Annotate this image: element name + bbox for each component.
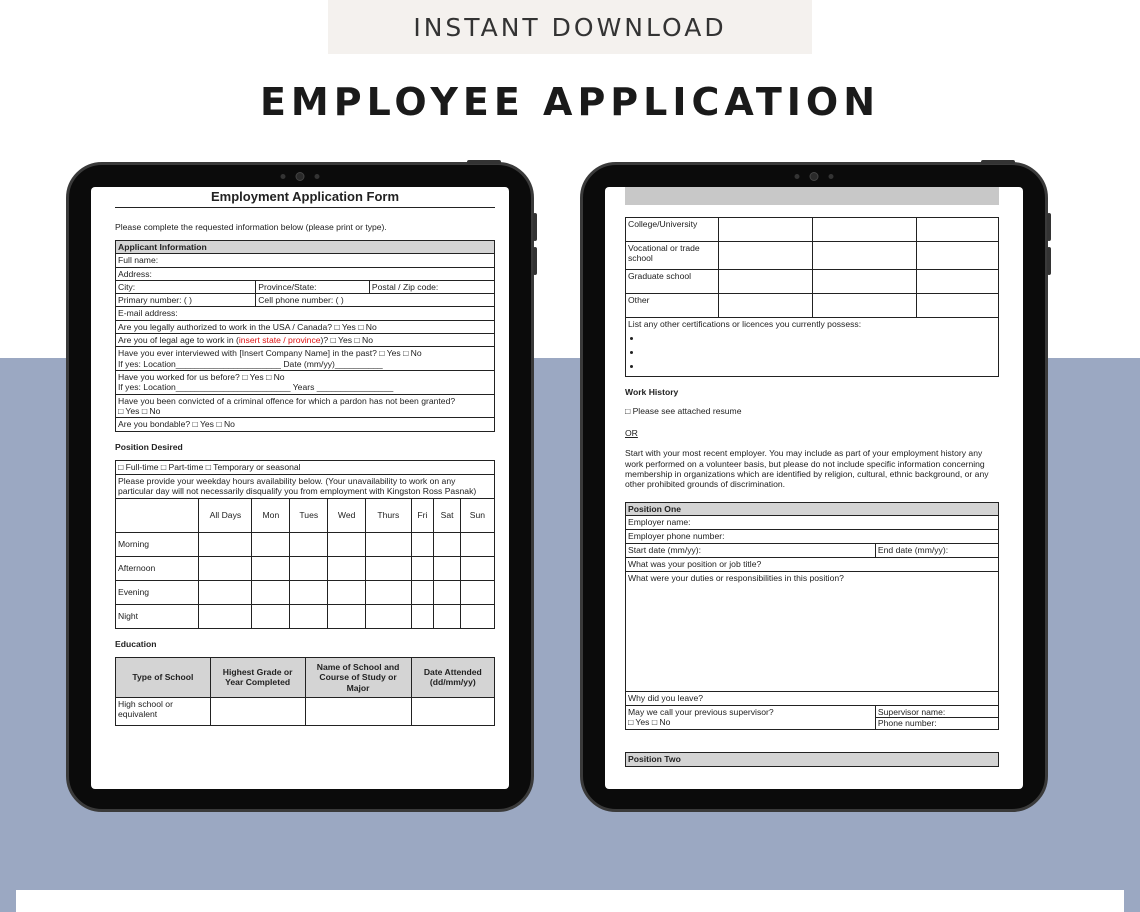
certifications-list xyxy=(642,333,996,375)
availability-col-header: Fri xyxy=(411,498,434,532)
availability-col-header xyxy=(116,498,199,532)
volume-down-button xyxy=(1047,247,1051,275)
employer-name-field[interactable]: Employer name: xyxy=(626,515,999,529)
availability-row: Morning xyxy=(116,532,495,556)
primary-phone-field[interactable]: Primary number: ( ) xyxy=(116,294,256,307)
availability-col-header: Sun xyxy=(460,498,494,532)
education-col-header: Highest Grade or Year Completed xyxy=(210,657,305,697)
form-title: Employment Application Form xyxy=(115,189,495,208)
list-item xyxy=(642,333,996,347)
availability-row: Night xyxy=(116,604,495,628)
postal-field[interactable]: Postal / Zip code: xyxy=(369,280,494,293)
why-leave-field[interactable]: Why did you leave? xyxy=(626,691,999,705)
availability-col-header: Wed xyxy=(328,498,366,532)
call-supervisor-question[interactable]: May we call your previous supervisor? □ Yes □ No xyxy=(626,705,876,730)
legal-age-question[interactable]: Are you of legal age to work in (insert state / province)? □ Yes □ No xyxy=(116,334,495,347)
availability-col-header: Mon xyxy=(252,498,290,532)
authorized-question[interactable]: Are you legally authorized to work in the USA / Canada? □ Yes □ No xyxy=(116,320,495,333)
form-intro: Please complete the requested information below (please print or type). xyxy=(115,221,387,232)
screen-right xyxy=(605,187,1023,789)
education-col-header: Name of School and Course of Study or Major xyxy=(305,657,411,697)
volume-down-button xyxy=(533,247,537,275)
cell-phone-field[interactable]: Cell phone number: ( ) xyxy=(256,294,495,307)
page-title: EMPLOYEE APPLICATION xyxy=(259,80,881,124)
position-two-header: Position Two xyxy=(626,753,999,766)
instant-download-badge xyxy=(328,0,812,54)
education-row: High school or equivalent xyxy=(116,697,495,725)
education-col-header: Date Attended (dd/mm/yy) xyxy=(411,657,494,697)
education-col-header: Type of School xyxy=(116,657,211,697)
supervisor-contact[interactable]: Supervisor name: Phone number: xyxy=(875,705,998,730)
applicant-info-table xyxy=(115,240,495,432)
tablet-left xyxy=(66,162,534,812)
education-row: Graduate school xyxy=(626,270,999,294)
availability-row: Evening xyxy=(116,580,495,604)
full-name-field[interactable]: Full name: xyxy=(116,254,495,267)
availability-col-header: Tues xyxy=(290,498,328,532)
position-one-table xyxy=(625,502,999,731)
camera xyxy=(281,172,320,181)
tablet-right xyxy=(580,162,1048,812)
availability-row: Afternoon xyxy=(116,556,495,580)
position-desired-heading: Position Desired xyxy=(115,441,183,452)
employment-type-options[interactable]: □ Full-time □ Part-time □ Temporary or seasonal xyxy=(116,460,495,474)
list-item xyxy=(642,347,996,361)
employer-phone-field[interactable]: Employer phone number: xyxy=(626,529,999,543)
availability-instructions: Please provide your weekday hours availability below. (Your unavailability to work on any particular day will not necessarily disqualify you from employment with Kingston Ross Pasnak) xyxy=(116,474,495,498)
availability-col-header: Sat xyxy=(434,498,461,532)
availability-table xyxy=(115,460,495,629)
volume-up-button xyxy=(1047,213,1051,241)
job-title-field[interactable]: What was your position or job title? xyxy=(626,557,999,571)
address-field[interactable]: Address: xyxy=(116,267,495,280)
see-resume-option[interactable]: □ Please see attached resume xyxy=(625,405,742,416)
volume-up-button xyxy=(533,213,537,241)
badge-label: INSTANT DOWNLOAD xyxy=(413,12,727,42)
applicant-info-header: Applicant Information xyxy=(116,240,495,253)
duties-field[interactable]: What were your duties or responsibilities in this position? xyxy=(626,571,999,691)
list-item xyxy=(642,361,996,375)
availability-col-header: Thurs xyxy=(366,498,411,532)
province-field[interactable]: Province/State: xyxy=(256,280,370,293)
end-date-field[interactable]: End date (mm/yy): xyxy=(875,543,998,557)
application-form-page-2 xyxy=(625,187,999,767)
section-header-bar xyxy=(625,187,999,205)
application-form-page-1 xyxy=(115,187,495,726)
education-row: College/University xyxy=(626,218,999,242)
education-row: Vocational or trade school xyxy=(626,242,999,270)
power-button xyxy=(981,160,1015,164)
availability-col-header: All Days xyxy=(199,498,252,532)
education-heading: Education xyxy=(115,638,157,649)
work-history-instructions: Start with your most recent employer. You may include as part of your employment history any work performed on a volunteer basis, but please do not include specific information concerning membership in organizations which are identified by religion, cultural, ethnic background, or any other prohibited grounds of discrimination. xyxy=(625,448,989,490)
interviewed-question[interactable]: Have you ever interviewed with [Insert Company Name] in the past? □ Yes □ No If yes: Location______________________ Date (mm/yy)__________ xyxy=(116,347,495,371)
education-table xyxy=(115,657,495,726)
worked-before-question[interactable]: Have you worked for us before? □ Yes □ No If yes: Location________________________ Years ________________ xyxy=(116,371,495,395)
power-button xyxy=(467,160,501,164)
screen-left xyxy=(91,187,509,789)
work-history-heading: Work History xyxy=(625,387,679,398)
position-two-table xyxy=(625,752,999,766)
city-field[interactable]: City: xyxy=(116,280,256,293)
bondable-question[interactable]: Are you bondable? □ Yes □ No xyxy=(116,418,495,431)
convicted-question[interactable]: Have you been convicted of a criminal offence for which a pardon has not been granted? □ Yes □ No xyxy=(116,394,495,418)
start-date-field[interactable]: Start date (mm/yy): xyxy=(626,543,876,557)
camera xyxy=(795,172,834,181)
education-table-continued xyxy=(625,217,999,377)
email-field[interactable]: E-mail address: xyxy=(116,307,495,320)
education-row: Other xyxy=(626,294,999,318)
certifications-field[interactable]: List any other certifications or licences you currently possess: • • • xyxy=(626,318,999,377)
bottom-card xyxy=(16,890,1124,912)
or-label: OR xyxy=(625,427,638,438)
placeholder-state: insert state / province xyxy=(238,335,321,346)
position-one-header: Position One xyxy=(626,502,999,515)
